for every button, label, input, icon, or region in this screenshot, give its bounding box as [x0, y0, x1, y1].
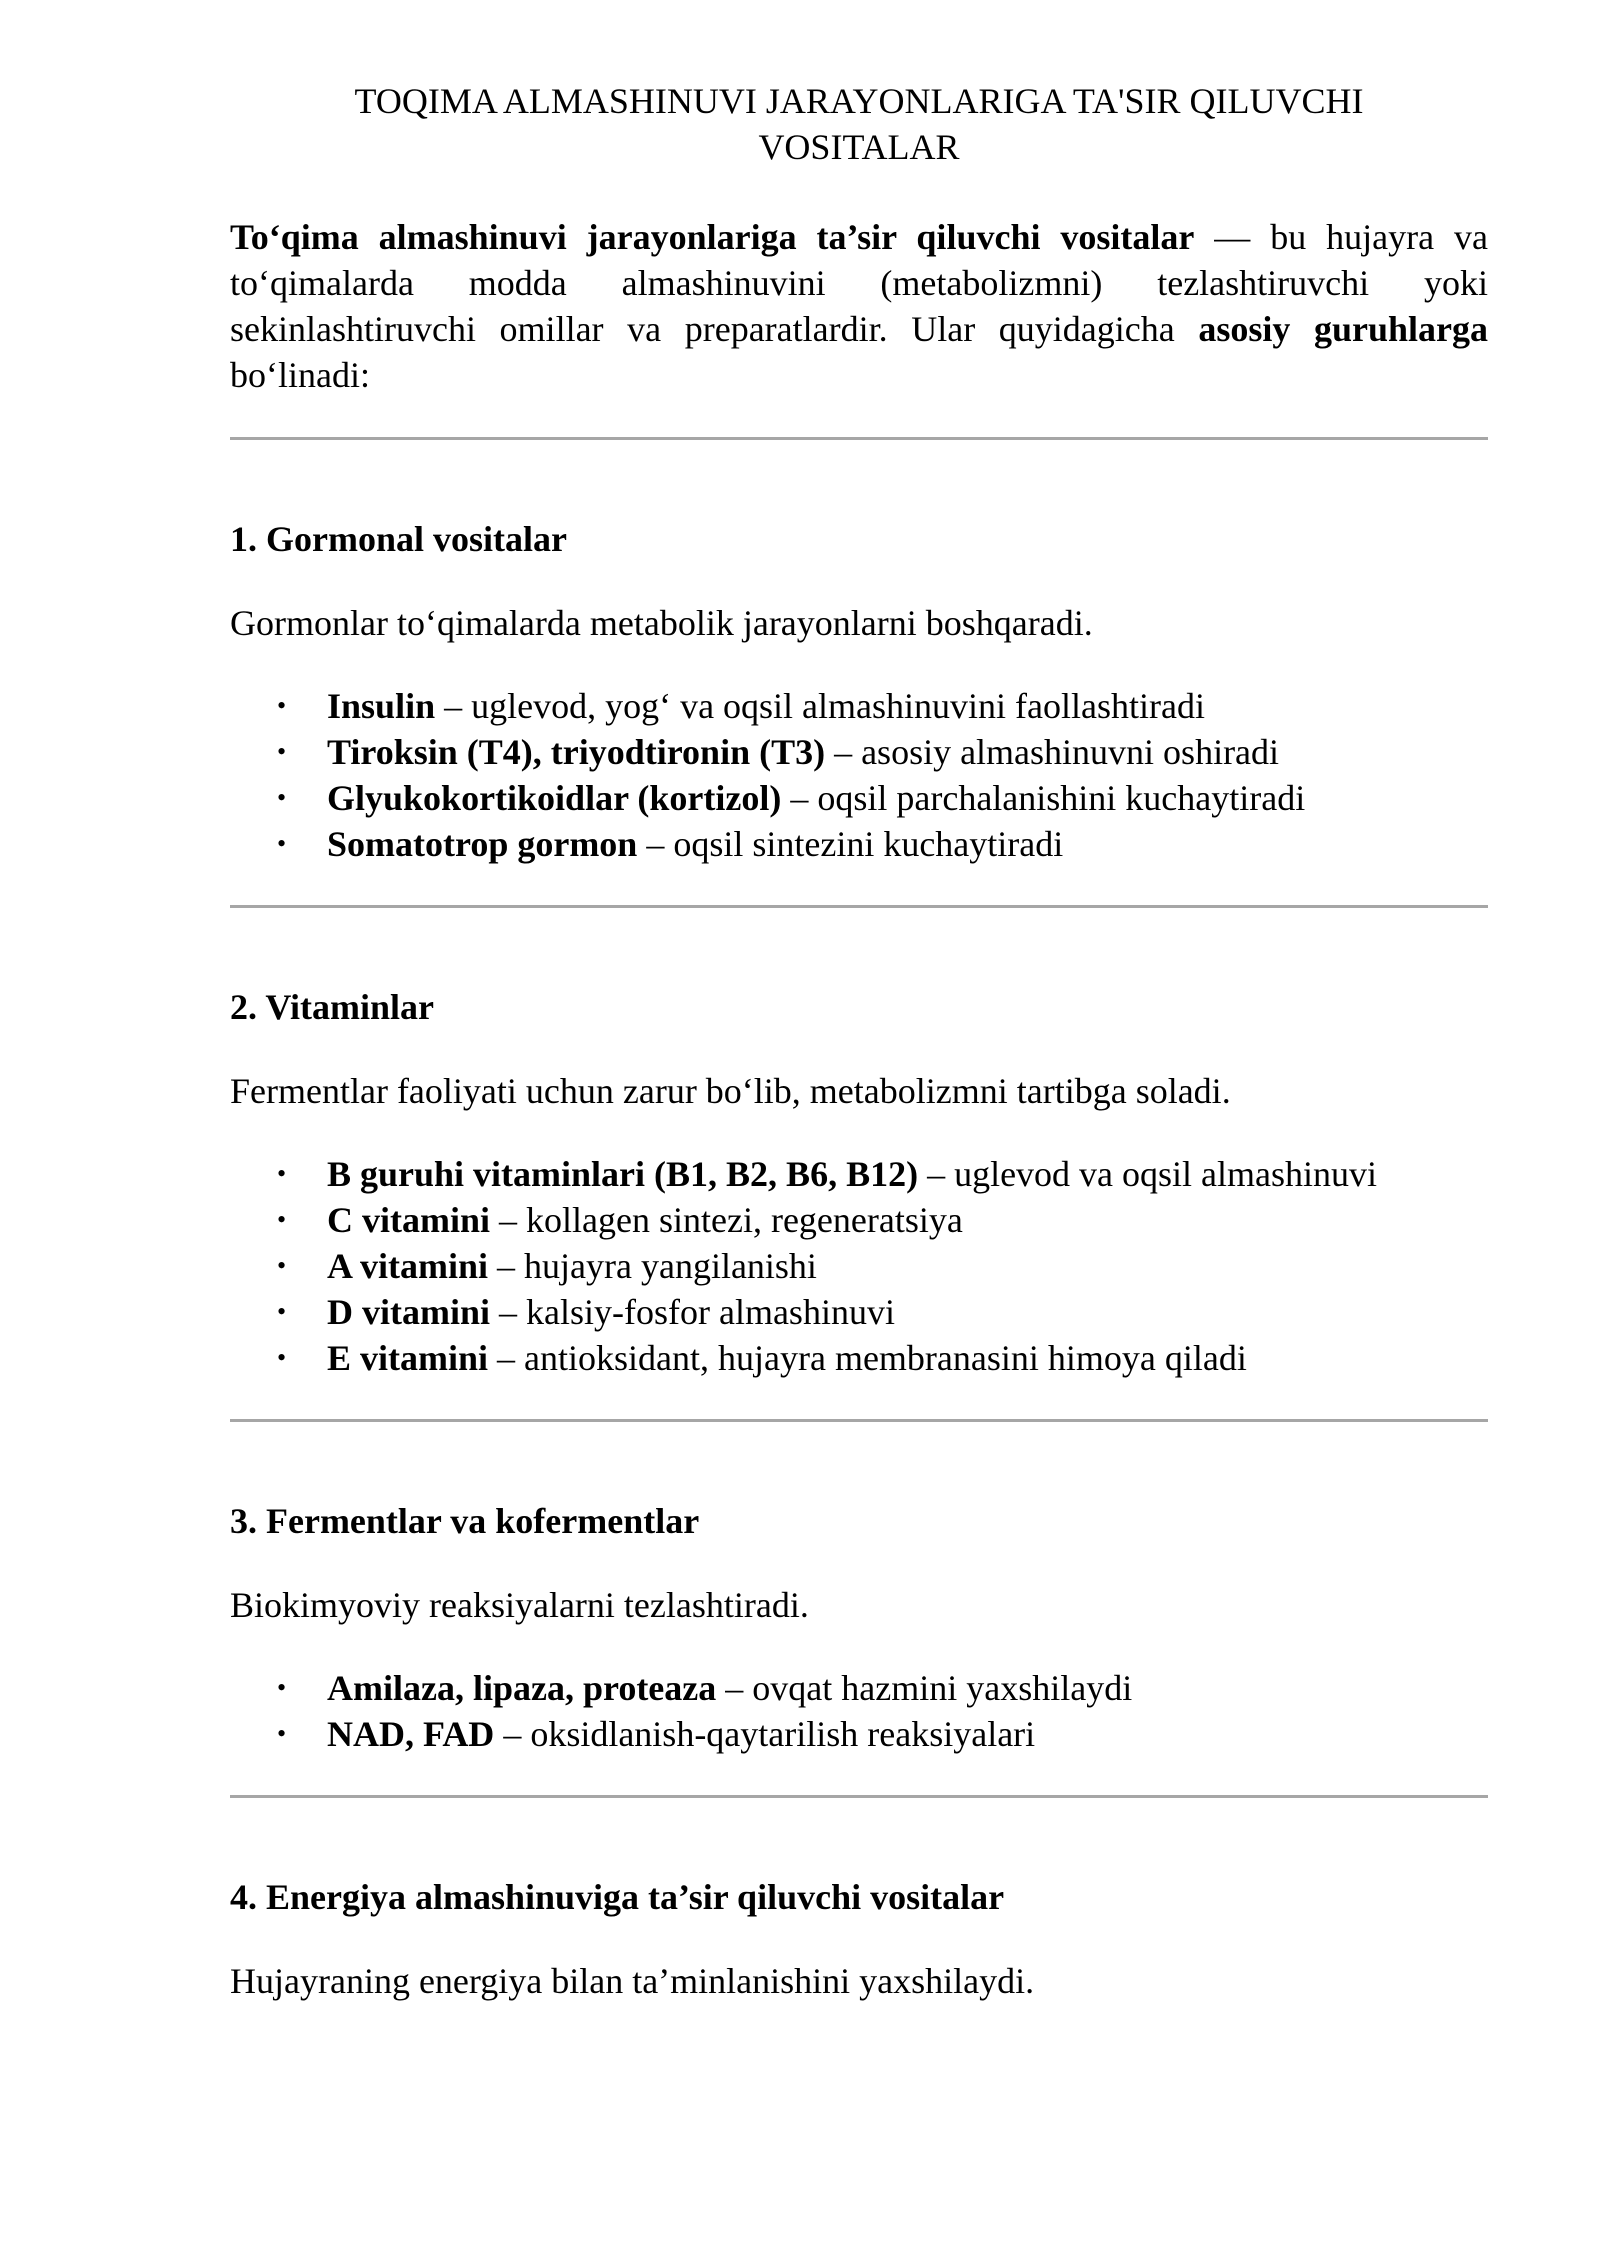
- item-term: NAD, FAD: [327, 1714, 495, 1754]
- list-item: [277, 1335, 1488, 1381]
- list-item: [277, 821, 1488, 867]
- intro-paragraph: [230, 214, 1488, 398]
- item-text: – asosiy almashinuvni oshiradi: [825, 732, 1280, 772]
- section-3-description: Biokimyoviy reaksiyalarni tezlashtiradi.: [230, 1585, 809, 1625]
- item-text: – uglevod, yog‘ va oqsil almashinuvini faollashtiradi: [435, 686, 1205, 726]
- bullet-icon: •: [277, 829, 287, 858]
- item-term: Tiroksin (T4), triyodtironin (T3): [327, 732, 826, 772]
- section-1-title: 1. Gormonal vositalar: [230, 519, 567, 559]
- bullet-icon: •: [277, 1297, 287, 1326]
- list-item: [277, 1243, 1488, 1289]
- divider-2: [230, 905, 1488, 908]
- item-term: Amilaza, lipaza, proteaza: [327, 1668, 717, 1708]
- item-term: C vitamini: [327, 1200, 491, 1240]
- intro-text-1: — bu hujayra va to‘qimalarda modda almashinuvini (metabolizmni) tezlashtiruvchi yoki sekinlashtiruvchi omillar va preparatlardir. Ular quyidagicha: [230, 217, 1488, 349]
- divider-4: [230, 1795, 1488, 1798]
- item-text: – hujayra yangilanishi: [488, 1246, 817, 1286]
- item-text: – kollagen sintezi, regeneratsiya: [490, 1200, 963, 1240]
- item-term: A vitamini: [327, 1246, 489, 1286]
- title-line-1: TOQIMA ALMASHINUVI JARAYONLARIGA TA'SIR QILUVCHI: [354, 81, 1364, 121]
- section-4-title: 4. Energiya almashinuviga ta’sir qiluvchi vositalar: [230, 1877, 1005, 1917]
- section-2-title: 2. Vitaminlar: [230, 987, 434, 1027]
- list-item: [277, 1289, 1488, 1335]
- item-text: – uglevod va oqsil almashinuvi: [918, 1154, 1378, 1194]
- section-1-description: Gormonlar to‘qimalarda metabolik jarayonlarni boshqaradi.: [230, 603, 1093, 643]
- bullet-icon: •: [277, 783, 287, 812]
- item-term: Insulin: [327, 686, 436, 726]
- list-item: [277, 775, 1488, 821]
- section-1-list: [230, 683, 1488, 867]
- section-4-description: Hujayraning energiya bilan ta’minlanishini yaxshilaydi.: [230, 1961, 1035, 2001]
- bullet-icon: •: [277, 1343, 287, 1372]
- bullet-icon: •: [277, 691, 287, 720]
- document-title: [230, 78, 1488, 170]
- section-2-description: Fermentlar faoliyati uchun zarur bo‘lib, metabolizmni tartibga soladi.: [230, 1071, 1231, 1111]
- item-term: Glyukokortikoidlar (kortizol): [327, 778, 782, 818]
- item-text: – kalsiy-fosfor almashinuvi: [490, 1292, 895, 1332]
- bullet-icon: •: [277, 1251, 287, 1280]
- list-item: [277, 1151, 1488, 1197]
- bullet-icon: •: [277, 1159, 287, 1188]
- item-text: – oksidlanish-qaytarilish reaksiyalari: [494, 1714, 1036, 1754]
- item-text: – oqsil sintezini kuchaytiradi: [637, 824, 1064, 864]
- bullet-icon: •: [277, 1205, 287, 1234]
- item-term: B guruhi vitaminlari (B1, B2, B6, B12): [327, 1154, 919, 1194]
- list-item: [277, 683, 1488, 729]
- bullet-icon: •: [277, 1719, 287, 1748]
- divider-1: [230, 437, 1488, 440]
- list-item: [277, 1197, 1488, 1243]
- section-2-list: [230, 1151, 1488, 1381]
- section-3-title: 3. Fermentlar va kofermentlar: [230, 1501, 700, 1541]
- item-text: – antioksidant, hujayra membranasini himoya qiladi: [488, 1338, 1247, 1378]
- intro-text-2: bo‘linadi:: [230, 355, 370, 395]
- bullet-icon: •: [277, 737, 287, 766]
- intro-bold-2: asosiy guruhlarga: [1198, 309, 1488, 349]
- item-term: Somatotrop gormon: [327, 824, 638, 864]
- item-term: E vitamini: [327, 1338, 489, 1378]
- section-3-list: [230, 1665, 1488, 1757]
- bullet-icon: •: [277, 1673, 287, 1702]
- list-item: [277, 1665, 1488, 1711]
- list-item: [277, 1711, 1488, 1757]
- item-text: – oqsil parchalanishini kuchaytiradi: [781, 778, 1306, 818]
- title-line-2: VOSITALAR: [758, 127, 960, 167]
- item-text: – ovqat hazmini yaxshilaydi: [716, 1668, 1133, 1708]
- list-item: [277, 729, 1488, 775]
- intro-bold-term: To‘qima almashinuvi jarayonlariga ta’sir qiluvchi vositalar: [230, 217, 1195, 257]
- divider-3: [230, 1419, 1488, 1422]
- item-term: D vitamini: [327, 1292, 491, 1332]
